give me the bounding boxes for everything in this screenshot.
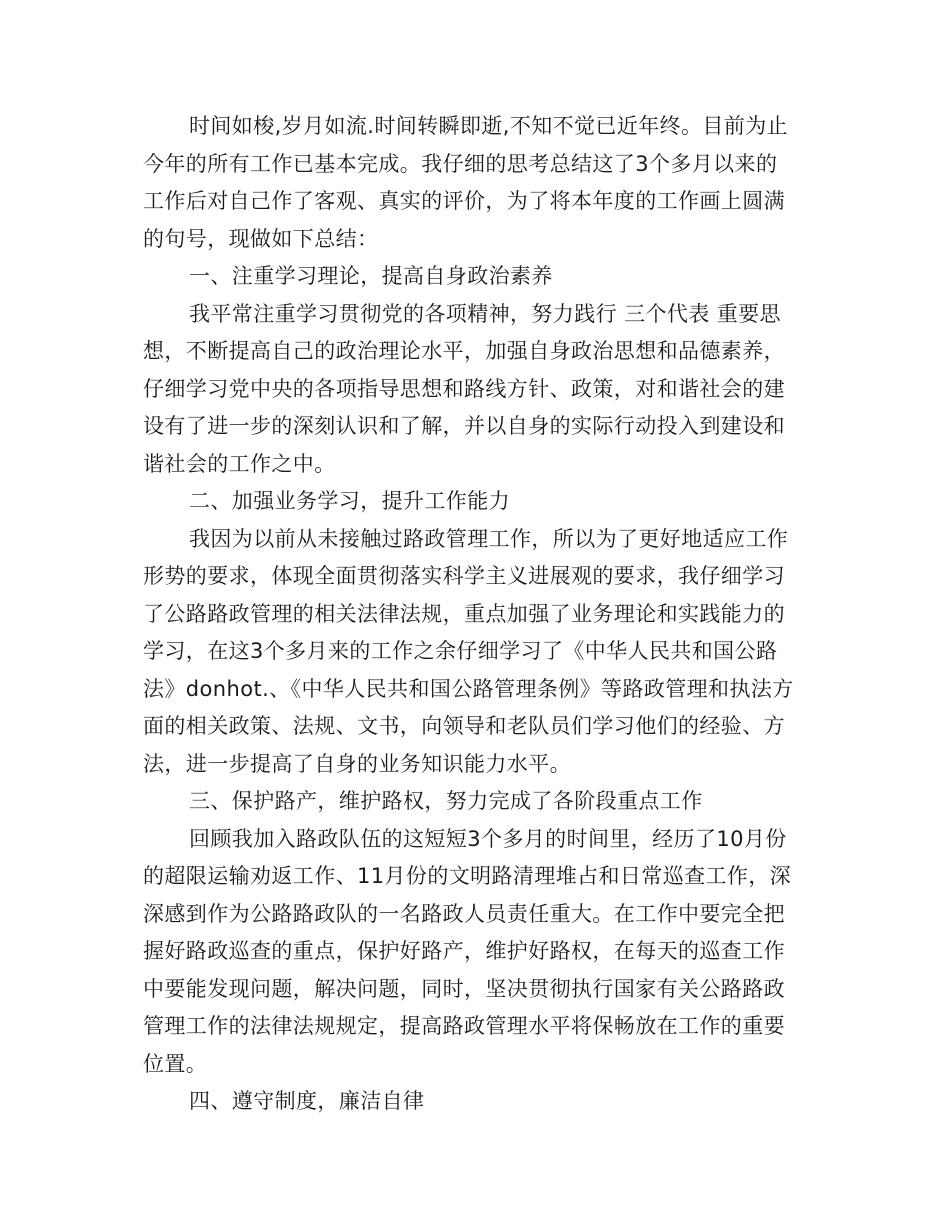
section-heading-1: 一、注重学习理论，提高自身政治素养 (189, 264, 553, 288)
section-heading-2: 二、加强业务学习，提升工作能力 (189, 489, 510, 513)
text-line: 仔细学习党中央的各项指导思想和路线方针、政策，对和谐社会的建 (143, 376, 785, 401)
text-line: 管理工作的法律法规规定，提高路政管理水平将保畅放在工作的重要 (143, 1014, 785, 1038)
text-line: 回顾我加入路政队伍的这短短3个多月的时间里，经历了10月份 (189, 826, 787, 851)
text-line: 工作后对自己作了客观、真实的评价，为了将本年度的工作画上圆满 (143, 189, 785, 213)
section-1-paragraph (143, 296, 803, 484)
text-line: 学习，在这3个多月来的工作之余仔细学习了《中华人民共和国公路 (143, 639, 778, 663)
text-line: 我平常注重学习贯彻党的各项精神，努力践行 三个代表 重要思 (189, 301, 781, 326)
text-line: 法》donhot.、《中华人民共和国公路管理条例》等路政管理和执法方 (143, 676, 794, 701)
text-line: 形势的要求，体现全面贯彻落实科学主义进展观的要求，我仔细学习 (143, 564, 785, 588)
text-line: 的句号，现做如下总结： (143, 226, 379, 251)
section-2-paragraph (143, 521, 803, 784)
text-line: 时间如梭,岁月如流.时间转瞬即逝,不知不觉已近年终。目前为止 (189, 114, 789, 138)
text-line: 谐社会的工作之中。 (143, 451, 336, 476)
text-line: 深感到作为公路路政队的一名路政人员责任重大。在工作中要完全把 (143, 901, 785, 926)
text-line: 今年的所有工作已基本完成。我仔细的思考总结这了3个多月以来的 (143, 151, 778, 176)
text-line: 法，进一步提高了自身的业务知识能力水平。 (143, 751, 571, 776)
intro-paragraph (143, 108, 803, 258)
text-line: 设有了进一步的深刻认识和了解，并以自身的实际行动投入到建设和 (143, 414, 785, 438)
text-line: 位置。 (143, 1051, 208, 1076)
text-line: 面的相关政策、法规、文书，向领导和老队员们学习他们的经验、方 (143, 714, 785, 738)
section-3-paragraph (143, 821, 803, 1084)
section-heading-3: 三、保护路产，维护路权，努力完成了各阶段重点工作 (189, 789, 703, 813)
text-line: 想，不断提高自己的政治理论水平，加强自身政治思想和品德素养， (143, 339, 785, 363)
text-line: 中要能发现问题，解决问题，同时，坚决贯彻执行国家有关公路路政 (143, 976, 785, 1001)
text-line: 我因为以前从未接触过路政管理工作，所以为了更好地适应工作 (189, 526, 789, 551)
text-line: 了公路路政管理的相关法律法规，重点加强了业务理论和实践能力的 (143, 601, 785, 626)
text-line: 的超限运输劝返工作、11月份的文明路清理堆占和日常巡查工作，深 (143, 864, 792, 888)
document-body (143, 108, 803, 1121)
section-heading-4: 四、遵守制度，廉洁自律 (189, 1089, 425, 1113)
text-line: 握好路政巡查的重点，保护好路产，维护好路权，在每天的巡查工作 (143, 939, 785, 963)
